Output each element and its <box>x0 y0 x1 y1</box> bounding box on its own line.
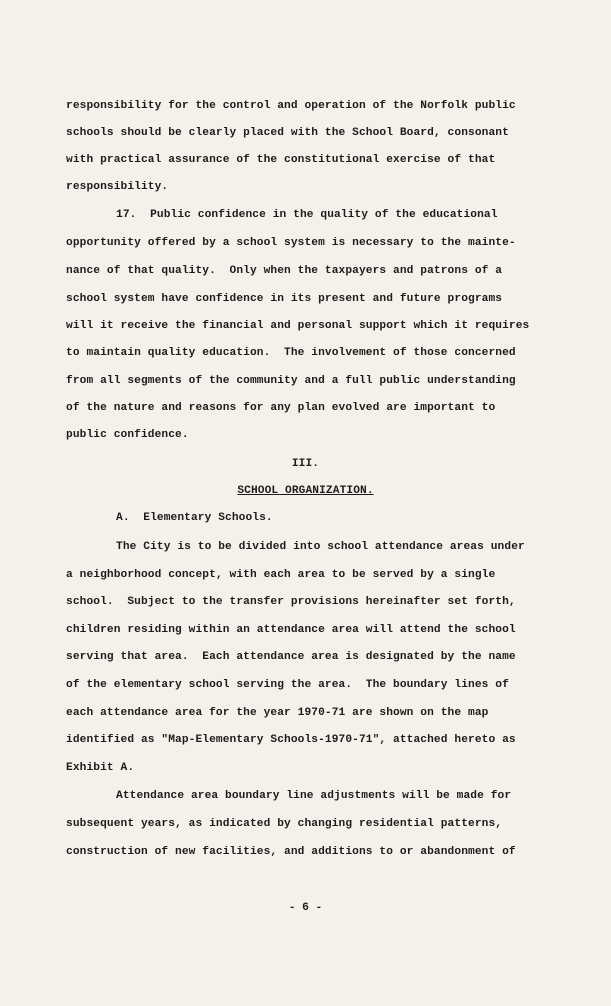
text-line: 17. Public confidence in the quality of the educational <box>116 209 498 221</box>
text-line: children residing within an attendance area will attend the school <box>66 624 516 636</box>
text-line: of the nature and reasons for any plan evolved are important to <box>66 402 496 414</box>
text-line: subsequent years, as indicated by changing residential patterns, <box>66 818 503 830</box>
text-line: from all segments of the community and a full public understanding <box>66 375 516 387</box>
text-line: serving that area. Each attendance area is designated by the name <box>66 651 516 663</box>
text-line: public confidence. <box>66 429 189 441</box>
text-line: responsibility. <box>66 181 169 193</box>
page-number: - 6 - <box>288 902 323 914</box>
text-line: responsibility for the control and operation of the Norfolk public <box>66 100 516 112</box>
text-line: nance of that quality. Only when the taxpayers and patrons of a <box>66 265 503 277</box>
text-line: Attendance area boundary line adjustments will be made for <box>116 790 512 802</box>
text-line: Exhibit A. <box>66 762 135 774</box>
text-line: construction of new facilities, and additions to or abandonment of <box>66 846 516 858</box>
section-title: SCHOOL ORGANIZATION. <box>237 485 374 497</box>
text-line: to maintain quality education. The involvement of those concerned <box>66 347 516 359</box>
text-line: schools should be clearly placed with the School Board, consonant <box>66 127 509 139</box>
text-line: a neighborhood concept, with each area to be served by a single <box>66 569 496 581</box>
subsection-heading: A. Elementary Schools. <box>116 512 273 524</box>
text-line: will it receive the financial and personal support which it requires <box>66 320 530 332</box>
text-line: identified as "Map-Elementary Schools-1970-71", attached hereto as <box>66 734 516 746</box>
text-line: school. Subject to the transfer provisions hereinafter set forth, <box>66 596 516 608</box>
text-line: with practical assurance of the constitutional exercise of that <box>66 154 496 166</box>
section-number: III. <box>291 458 320 470</box>
text-line: The City is to be divided into school attendance areas under <box>116 541 525 553</box>
text-line: school system have confidence in its present and future programs <box>66 293 503 305</box>
text-line: of the elementary school serving the area. The boundary lines of <box>66 679 509 691</box>
text-line: opportunity offered by a school system is necessary to the mainte- <box>66 237 516 249</box>
text-line: each attendance area for the year 1970-71 are shown on the map <box>66 707 489 719</box>
